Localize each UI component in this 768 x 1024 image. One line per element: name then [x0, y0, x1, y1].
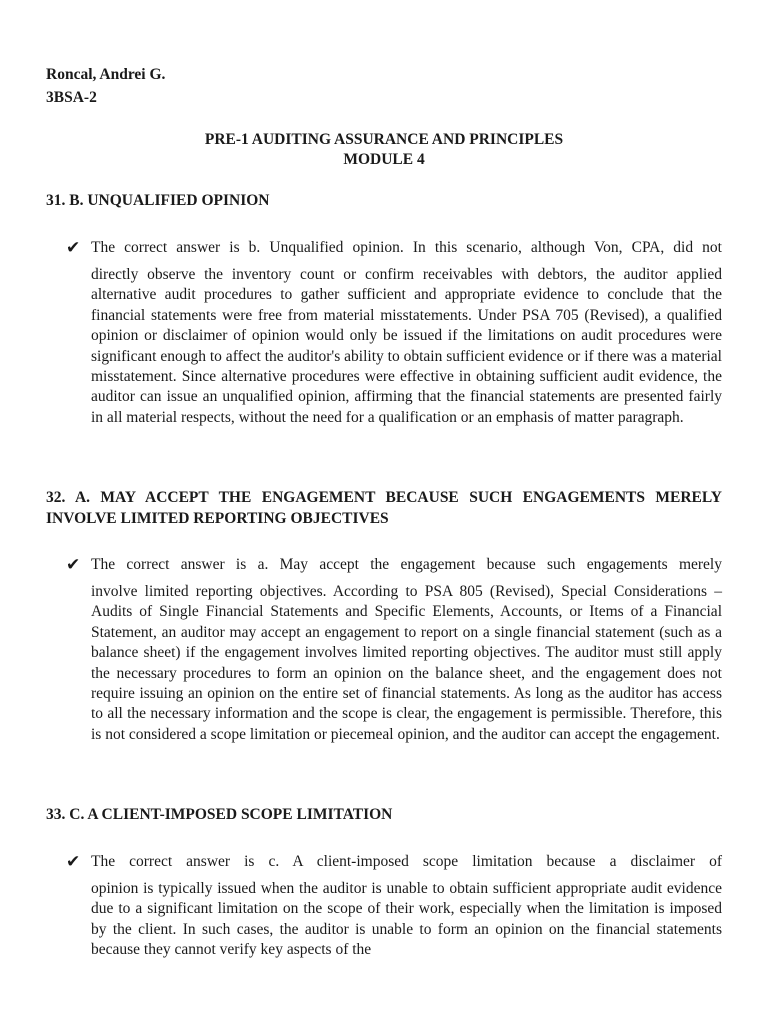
answer-body: directly observe the inventory count or confirm receivables with debtors, the auditor applied alternative audit procedures to gather sufficient and appropriate evidence to conclude that the financial statements were free from material misstatements. Under PSA 705 (Revised), a qualified opinion or disclaimer of opinion would only be issued if the limitations on audit procedures were significant enough to affect the auditor's ability to obtain sufficient evidence or if there was a material misstatement. Since alternative procedures were effective in obtaining sufficient audit evidence, the auditor can issue an unqualified opinion, affirming that the financial statements are presented fairly in all material respects, without the need for a qualification or an emphasis of matter paragraph. [91, 266, 722, 426]
answer-first-line: The correct answer is b. Unqualified opinion. In this scenario, although Von, CPA, did not [91, 239, 722, 256]
answer-body: involve limited reporting objectives. According to PSA 805 (Revised), Special Considerations – Audits of Single Financial Statements and Specific Elements, Accounts, or Items of a Financial Statement, an auditor may accept an engagement to report on a single financial statement (such as a balance sheet) if the engagement involves limited reporting objectives. The auditor must still apply the necessary procedures to form an opinion on the balance sheet, and the engagement does not require issuing an opinion on the entire set of financial statements. As long as the auditor has access to all the necessary information and the scope is clear, the engagement is permissible. Therefore, this is not considered a scope limitation or piecemeal opinion, and the auditor can accept the engagement. [91, 583, 722, 743]
question-31-heading: 31. B. UNQUALIFIED OPINION [46, 192, 270, 209]
checkmark-icon: ✔ [66, 238, 81, 257]
document-title: PRE-1 AUDITING ASSURANCE AND PRINCIPLES [204, 131, 564, 148]
answer-first-line: The correct answer is c. A client-imposed scope limitation because a disclaimer of [91, 853, 722, 870]
checkmark-icon: ✔ [66, 555, 81, 574]
document-subtitle: MODULE 4 [343, 151, 425, 168]
question-33-heading: 33. C. A CLIENT-IMPOSED SCOPE LIMITATION [46, 806, 393, 823]
answer-first-line: The correct answer is a. May accept the engagement because such engagements merely [91, 556, 722, 573]
answer-body: opinion is typically issued when the auditor is unable to obtain sufficient appropriate audit evidence due to a significant limitation on the scope of their work, especially when the limitation is imposed by the client. In such cases, the auditor is unable to form an opinion on the financial statements because they cannot verify key aspects of the [91, 880, 722, 959]
checkmark-icon: ✔ [66, 852, 81, 871]
student-name: Roncal, Andrei G. [46, 66, 166, 83]
student-section: 3BSA-2 [46, 89, 97, 106]
question-32-heading: 32. A. MAY ACCEPT THE ENGAGEMENT BECAUSE SUCH ENGAGEMENTS MERELY INVOLVE LIMITED REPORTING OBJECTIVES [46, 489, 722, 527]
